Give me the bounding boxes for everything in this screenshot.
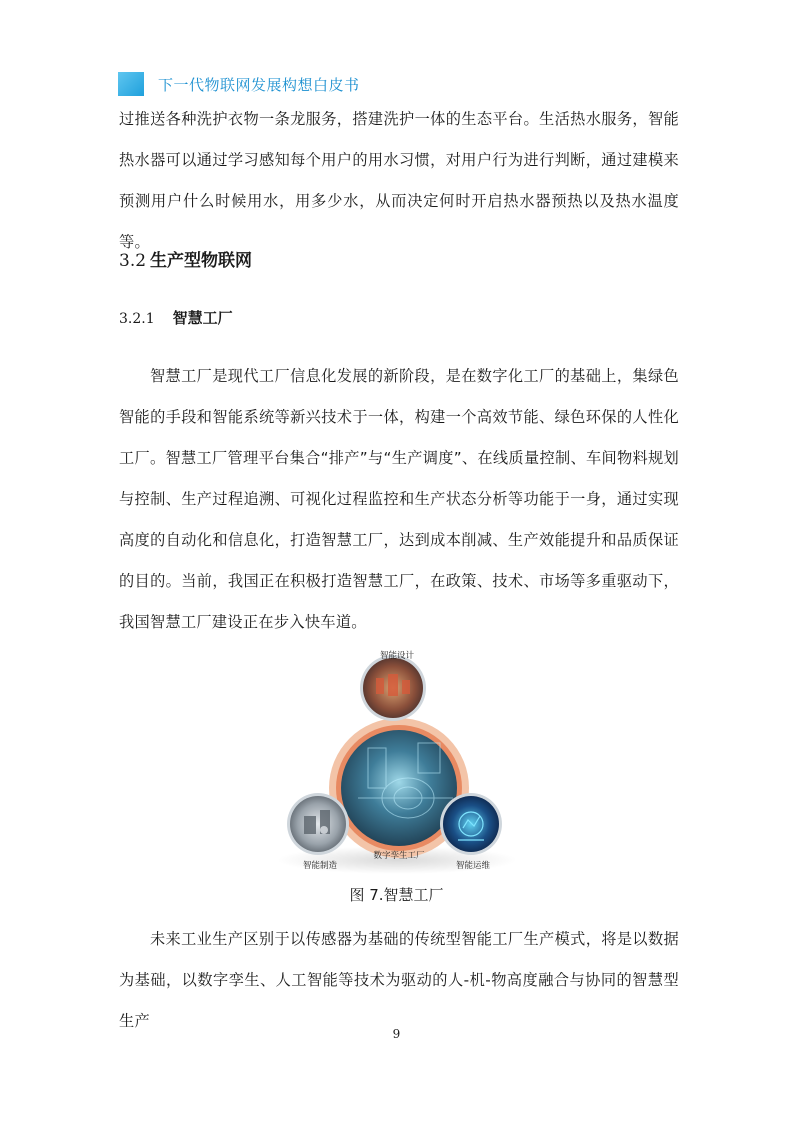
section-title: 生产型物联网 [150, 251, 253, 271]
subsection-heading [119, 307, 233, 328]
header-logo-block [118, 72, 144, 96]
figure-caption: 图 7.智慧工厂 [349, 886, 444, 904]
paragraph-future-industry: 未来工业生产区别于以传感器为基础的传统型智能工厂生产模式，将是以数据为基础，以数字孪生、人工智能等技术为驱动的人-机-物高度融合与协同的智慧型生产 [119, 930, 679, 1030]
label-smart-design: 智能设计 [379, 651, 415, 661]
smart-maintenance-circle [443, 796, 499, 852]
header-title: 下一代物联网发展构想白皮书 [158, 76, 360, 94]
smart-manufacturing-circle [290, 796, 346, 852]
paragraph-smart-factory: 智慧工厂是现代工厂信息化发展的新阶段，是在数字化工厂的基础上，集绿色智能的手段和智能系统等新兴技术于一体，构建一个高效节能、绿色环保的人性化工厂。智慧工厂管理平台集合“排产”与“生产调度”、在线质量控制、车间物料规划与控制、生产过程追溯、可视化过程监控和生产状态分析等功能于一身，通过实现高度的自动化和信息化，打造智慧工厂，达到成本削减、生产效能提升和品质保证的目的。当前，我国正在积极打造智慧工厂，在政策、技术、市场等多重驱动下，我国智慧工厂建设正在步入快车道。 [119, 367, 679, 631]
smart-factory-figure [268, 648, 526, 876]
paragraph-continued: 过推送各种洗护衣物一条龙服务，搭建洗护一体的生态平台。生活热水服务，智能热水器可以通过学习感知每个用户的用水习惯，对用户行为进行判断，通过建模来预测用户什么时候用水，用多少水，从而决定何时开启热水器预热以及热水温度等。 [119, 110, 679, 251]
label-smart-maintenance: 智能运维 [455, 861, 491, 871]
page-number: 9 [392, 1027, 401, 1041]
section-number: 3.2 [119, 251, 147, 271]
subsection-number: 3.2.1 [119, 311, 155, 327]
figure-graphic [268, 648, 526, 876]
subsection-title: 智慧工厂 [172, 309, 233, 327]
label-digital-twin-factory: 数字孪生工厂 [373, 851, 425, 861]
section-heading [119, 246, 252, 271]
running-header [118, 70, 688, 96]
label-smart-manufacturing: 智能制造 [302, 861, 338, 871]
